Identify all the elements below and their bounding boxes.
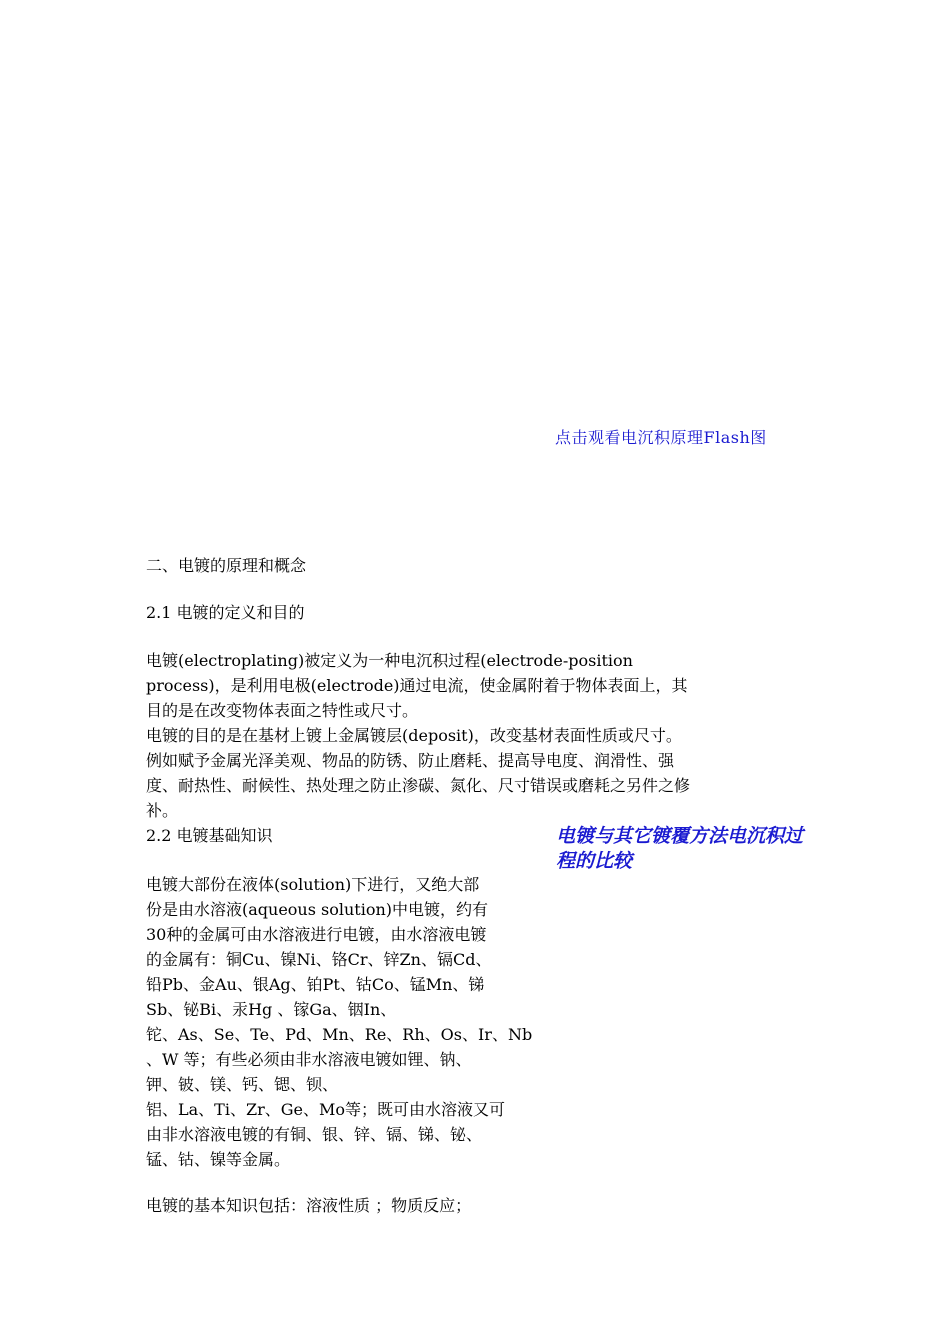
text-line: 铅Pb、金Au、银Ag、铂Pt、钴Co、锰Mn、锑 <box>146 975 485 994</box>
comparison-link[interactable]: 电镀与其它镀覆方法电沉积过程的比较 <box>556 825 804 872</box>
text-line: 的金属有：铜Cu、镍Ni、铬Cr、锌Zn、镉Cd、 <box>146 950 492 969</box>
subsection-heading-definition: 2.1 电镀的定义和目的 <box>146 603 305 622</box>
text-line: 电镀的目的是在基材上镀上金属镀层(deposit)，改变基材表面性质或尺寸。 <box>146 726 682 745</box>
text-line: 度、耐热性、耐候性、热处理之防止渗碳、氮化、尺寸错误或磨耗之另件之修 <box>146 776 691 795</box>
text-line: 锰、钴、镍等金属。 <box>146 1150 291 1169</box>
text-line: 铝、La、Ti、Zr、Ge、Mo等；既可由水溶液又可 <box>146 1100 505 1119</box>
text-line: 由非水溶液电镀的有铜、银、锌、镉、锑、铋、 <box>146 1125 483 1144</box>
basics-paragraph <box>146 872 554 1172</box>
text-line: 、W 等；有些必须由非水溶液电镀如锂、钠、 <box>146 1050 472 1069</box>
text-line: 例如赋予金属光泽美观、物品的防锈、防止磨耗、提高导电度、润滑性、强 <box>146 751 675 770</box>
text-line: 补。 <box>146 801 179 820</box>
definition-paragraph <box>146 648 801 823</box>
subsection-heading-basics: 2.2 电镀基础知识 <box>146 826 273 845</box>
text-line: 钾、铍、镁、钙、锶、钡、 <box>146 1075 339 1094</box>
text-line: 30种的金属可由水溶液进行电镀，由水溶液电镀 <box>146 925 487 944</box>
text-line: 目的是在改变物体表面之特性或尺寸。 <box>146 701 419 720</box>
text-line: 份是由水溶液(aqueous solution)中电镀，约有 <box>146 900 489 919</box>
text-line: 电镀(electroplating)被定义为一种电沉积过程(electrode-position <box>146 651 633 670</box>
text-line: Sb、铋Bi、汞Hg 、镓Ga、铟In、 <box>146 1000 397 1019</box>
text-line: process)，是利用电极(electrode)通过电流，使金属附着于物体表面上，其 <box>146 676 688 695</box>
section-heading: 二、电镀的原理和概念 <box>146 556 307 575</box>
flash-animation-link[interactable]: 点击观看电沉积原理Flash图 <box>555 428 767 447</box>
basics-summary: 电镀的基本知识包括：溶液性质 ；物质反应； <box>146 1196 472 1215</box>
text-line: 电镀大部份在液体(solution)下进行，又绝大部 <box>146 875 480 894</box>
text-line: 铊、As、Se、Te、Pd、Mn、Re、Rh、Os、Ir、Nb <box>146 1025 533 1044</box>
